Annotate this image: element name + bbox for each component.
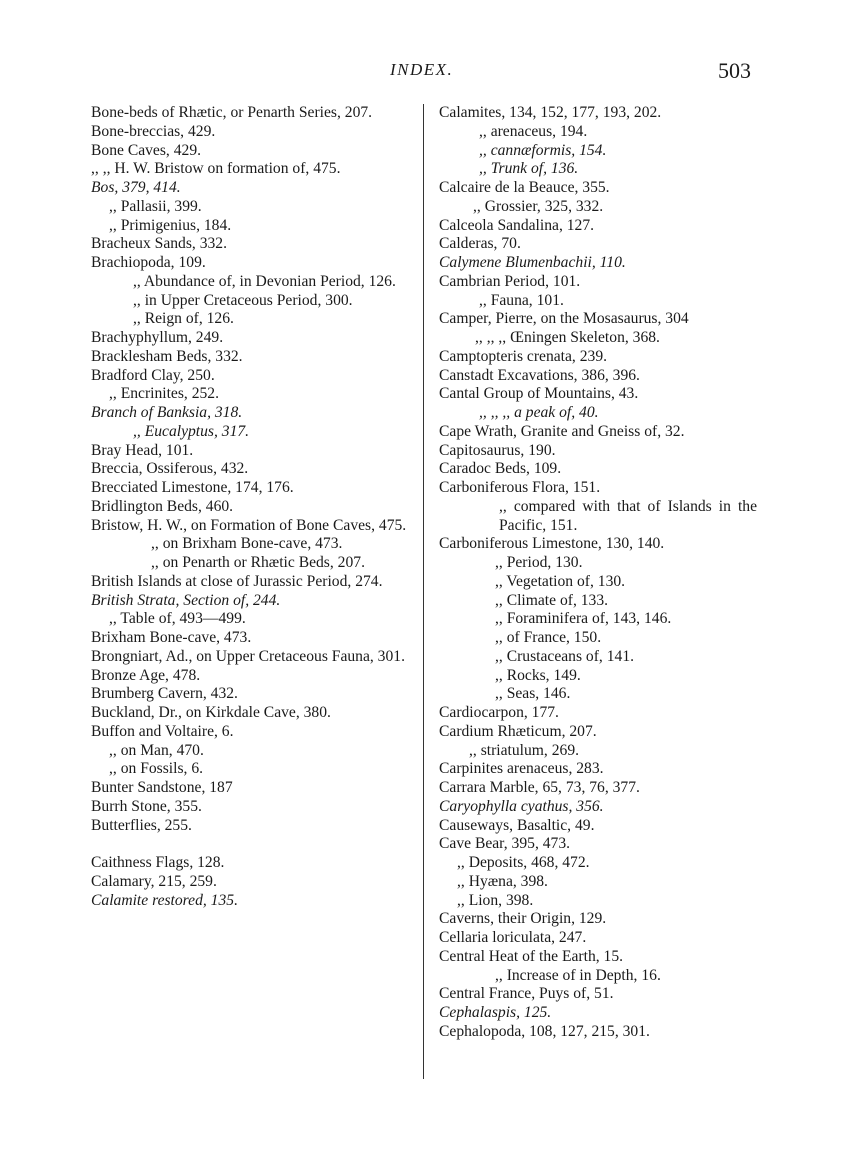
column-divider	[423, 104, 424, 1079]
index-entry: Caithness Flags, 128.	[91, 854, 225, 871]
index-entry: Brongniart, Ad., on Upper Cretaceous Fauna, 301.	[91, 647, 405, 665]
index-column-right	[439, 104, 757, 1042]
index-entry: ,, on Man, 470.	[109, 741, 204, 759]
index-entry: Bray Head, 101.	[91, 441, 194, 459]
index-entry: Butterflies, 255.	[91, 816, 192, 834]
index-entry: ,, Grossier, 325, 332.	[473, 197, 604, 215]
index-entry: Cephalopoda, 108, 127, 215, 301.	[439, 1022, 650, 1040]
index-entry: Central Heat of the Earth, 15.	[439, 947, 624, 965]
index-entry: Caverns, their Origin, 129.	[439, 910, 607, 928]
index-entry: Cape Wrath, Granite and Gneiss of, 32.	[439, 422, 685, 440]
index-entry: ,, Table of, 493—499.	[109, 610, 246, 628]
index-entry: ,, Crustaceans of, 141.	[495, 647, 635, 665]
index-entry: ,, ,, ,, Œningen Skeleton, 368.	[475, 329, 660, 346]
index-entry: Bridlington Beds, 460.	[91, 497, 234, 515]
index-entry: ,, ,, H. W. Bristow on formation of, 475.	[91, 160, 341, 178]
index-entry: Brumberg Cavern, 432.	[91, 685, 238, 703]
index-entry: British Islands at close of Jurassic Period, 274.	[91, 572, 383, 590]
index-entry: Capitosaurus, 190.	[439, 441, 556, 459]
index-entry: Cardiocarpon, 177.	[439, 704, 559, 721]
index-entry: ,, in Upper Cretaceous Period, 300.	[133, 291, 353, 309]
index-entry: Calymene Blumenbachii, 110.	[439, 254, 626, 271]
index-entry: Brixham Bone-cave, 473.	[91, 629, 252, 646]
index-entry: Branch of Banksia, 318.	[91, 404, 243, 421]
index-entry: ,, Increase of in Depth, 16.	[495, 966, 661, 984]
index-entry: Cambrian Period, 101.	[439, 272, 581, 290]
index-entry: Bone-breccias, 429.	[91, 122, 216, 140]
page-header	[0, 58, 850, 88]
index-entry: Bone Caves, 429.	[91, 141, 202, 159]
index-entry: ,, cannæformis, 154.	[479, 141, 607, 159]
entry-gap	[91, 835, 409, 854]
index-entry: ,, of France, 150.	[495, 629, 602, 646]
index-entry: Calcaire de la Beauce, 355.	[439, 179, 610, 196]
page-number: 503	[718, 58, 751, 83]
index-entry: ,, Deposits, 468, 472.	[457, 854, 590, 871]
index-entry: Brachyphyllum, 249.	[91, 329, 224, 346]
index-entry: ,, ,, ,, a peak of, 40.	[479, 404, 599, 421]
index-entry: Central France, Puys of, 51.	[439, 985, 614, 1003]
index-entry: Cave Bear, 395, 473.	[439, 835, 571, 853]
index-entry: Bracklesham Beds, 332.	[91, 347, 243, 365]
index-entry: Cephalaspis, 125.	[439, 1004, 552, 1021]
index-entry: Carboniferous Flora, 151.	[439, 479, 601, 496]
index-entry: Bradford Clay, 250.	[91, 366, 215, 384]
index-entry: Cantal Group of Mountains, 43.	[439, 385, 639, 403]
index-entry: British Strata, Section of, 244.	[91, 591, 281, 609]
index-entry: Calderas, 70.	[439, 235, 521, 253]
index-entry: ,, on Fossils, 6.	[109, 760, 204, 778]
index-entry: ,, Reign of, 126.	[133, 310, 234, 328]
index-entry: ,, Primigenius, 184.	[109, 216, 232, 234]
index-entry: ,, on Penarth or Rhætic Beds, 207.	[151, 554, 365, 571]
index-entry: Burrh Stone, 355.	[91, 797, 202, 815]
index-entry: ,, Period, 130.	[495, 554, 583, 571]
index-entry: Buffon and Voltaire, 6.	[91, 722, 234, 740]
index-entry: Bunter Sandstone, 187	[91, 779, 233, 796]
index-column-left	[91, 104, 409, 910]
index-entry: ,, on Brixham Bone-cave, 473.	[151, 535, 343, 553]
index-entry: Caryophylla cyathus, 356.	[439, 797, 604, 815]
index-entry: ,, Trunk of, 136.	[479, 160, 579, 178]
index-entry: ,, Pallasii, 399.	[109, 197, 202, 215]
index-entry: Carboniferous Limestone, 130, 140.	[439, 535, 665, 553]
index-entry: Calamary, 215, 259.	[91, 872, 217, 890]
index-entry: Calamite restored, 135.	[91, 891, 238, 909]
index-entry: ,, striatulum, 269.	[469, 741, 580, 759]
index-entry: ,, compared with that of Islands in the Pacific, 151.	[499, 497, 757, 534]
index-entry: ,, Fauna, 101.	[479, 291, 564, 309]
index-entry: Bos, 379, 414.	[91, 179, 181, 196]
index-entry: Breccia, Ossiferous, 432.	[91, 460, 249, 478]
index-entry: ,, Encrinites, 252.	[109, 385, 220, 403]
index-entry: Cardium Rhæticum, 207.	[439, 722, 597, 740]
index-entry: ,, Vegetation of, 130.	[495, 572, 626, 590]
index-entry: Bronze Age, 478.	[91, 666, 201, 684]
index-entry: Causeways, Basaltic, 49.	[439, 816, 595, 834]
index-entry: Caradoc Beds, 109.	[439, 460, 562, 478]
index-entry: Bristow, H. W., on Formation of Bone Caves, 475.	[91, 516, 407, 534]
index-entry: Brecciated Limestone, 174, 176.	[91, 479, 294, 496]
index-entry: Carrara Marble, 65, 73, 76, 377.	[439, 779, 640, 796]
index-entry: Cellaria loriculata, 247.	[439, 929, 587, 946]
index-entry: Buckland, Dr., on Kirkdale Cave, 380.	[91, 704, 331, 721]
index-entry: ,, Seas, 146.	[495, 685, 571, 703]
index-entry: ,, Abundance of, in Devonian Period, 126.	[133, 272, 396, 290]
index-entry: Camptopteris crenata, 239.	[439, 347, 608, 365]
index-entry: ,, Rocks, 149.	[495, 666, 581, 684]
running-title: INDEX.	[390, 60, 454, 79]
index-entry: Carpinites arenaceus, 283.	[439, 760, 604, 778]
index-entry: Bone-beds of Rhætic, or Penarth Series, 207.	[91, 104, 373, 121]
index-entry: ,, Eucalyptus, 317.	[133, 422, 250, 440]
index-entry: Calceola Sandalina, 127.	[439, 216, 595, 234]
index-entry: Brachiopoda, 109.	[91, 254, 206, 271]
index-entry: ,, Lion, 398.	[457, 891, 534, 909]
index-entry: ,, Climate of, 133.	[495, 591, 609, 609]
index-entry: Canstadt Excavations, 386, 396.	[439, 366, 640, 384]
index-entry: Bracheux Sands, 332.	[91, 235, 227, 253]
index-entry: Camper, Pierre, on the Mosasaurus, 304	[439, 310, 689, 328]
index-entry: Calamites, 134, 152, 177, 193, 202.	[439, 104, 662, 121]
index-entry: ,, arenaceus, 194.	[479, 122, 588, 140]
index-entry: ,, Hyæna, 398.	[457, 872, 548, 890]
index-entry: ,, Foraminifera of, 143, 146.	[495, 610, 672, 628]
